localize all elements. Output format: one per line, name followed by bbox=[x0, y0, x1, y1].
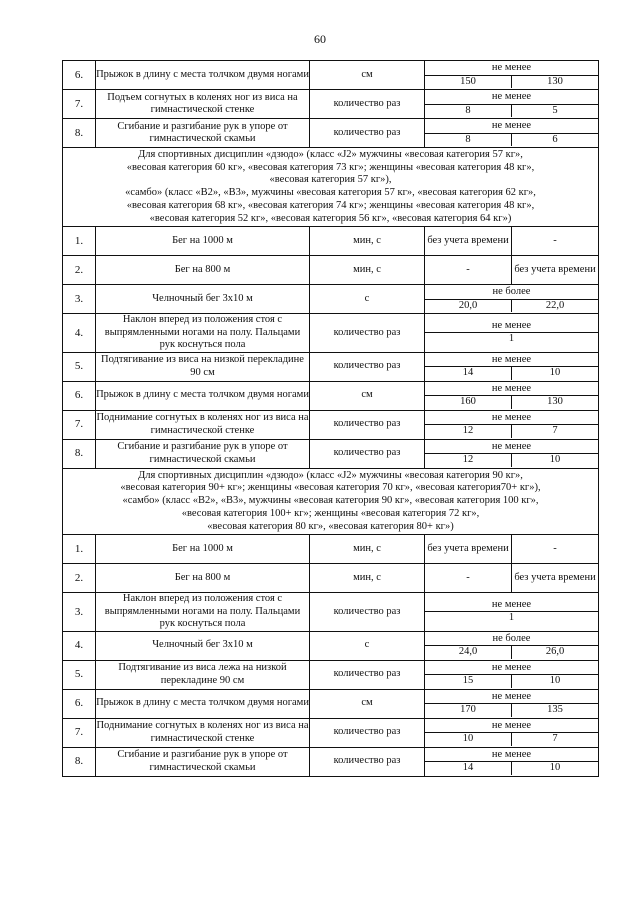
row-number: 8. bbox=[63, 119, 96, 148]
section-row bbox=[63, 148, 599, 227]
norm-values bbox=[425, 76, 598, 89]
row-number: 5. bbox=[63, 660, 96, 689]
table-row bbox=[63, 718, 599, 747]
unit: с bbox=[310, 631, 425, 660]
norm-cell bbox=[425, 352, 599, 381]
norm-value-1: 170 bbox=[425, 704, 512, 717]
unit: с bbox=[310, 285, 425, 314]
unit: см bbox=[310, 61, 425, 90]
norm-value-2: - bbox=[512, 227, 599, 256]
section-line: «весовая категория 60 кг», «весовая категория 73 кг»; женщины «весовая категория 48 кг», bbox=[126, 161, 535, 173]
exercise-name: Наклон вперед из положения стоя с выпрямленными ногами на полу. Пальцами рук коснуться пола bbox=[96, 314, 310, 353]
norm-value-1: 10 bbox=[425, 733, 512, 746]
unit: мин, с bbox=[310, 227, 425, 256]
threshold-label: не менее bbox=[425, 62, 598, 76]
section-line: Для спортивных дисциплин «дзюдо» (класс «J2» мужчины «весовая категория 57 кг», bbox=[138, 149, 523, 160]
threshold-label: не менее bbox=[425, 354, 598, 368]
norm-values bbox=[425, 425, 598, 438]
norm-value-2: 10 bbox=[549, 454, 561, 466]
norm-value-2: 5 bbox=[552, 104, 558, 116]
table-row bbox=[63, 593, 599, 632]
norm-value-2: 10 bbox=[549, 675, 561, 687]
page-number: 60 bbox=[314, 32, 326, 46]
section-line: «весовая категория 100+ кг»; женщины «весовая категория 72 кг», bbox=[181, 507, 480, 519]
section-header bbox=[63, 468, 599, 535]
row-number: 6. bbox=[63, 381, 96, 410]
norm-cell bbox=[425, 718, 599, 747]
norm-cell bbox=[425, 90, 599, 119]
threshold-label: не менее bbox=[425, 412, 598, 426]
norm-value-2: без учета времени bbox=[512, 256, 599, 285]
norm-values bbox=[425, 646, 598, 659]
norm-values bbox=[425, 762, 598, 775]
exercise-name: Бег на 1000 м bbox=[96, 227, 310, 256]
norm-value-2: 7 bbox=[552, 733, 558, 745]
table-row bbox=[63, 564, 599, 593]
norm-value-1: 14 bbox=[425, 762, 512, 775]
norm-values bbox=[425, 300, 598, 313]
norm-value-1: 8 bbox=[425, 105, 512, 118]
norm-value-2: 130 bbox=[547, 396, 563, 408]
table-row bbox=[63, 352, 599, 381]
table-row bbox=[63, 439, 599, 468]
row-number: 7. bbox=[63, 90, 96, 119]
row-number: 7. bbox=[63, 718, 96, 747]
table-row bbox=[63, 119, 599, 148]
threshold-label: не менее bbox=[425, 662, 598, 676]
table-row bbox=[63, 256, 599, 285]
norm-value-1: - bbox=[425, 256, 512, 285]
norm-cell bbox=[425, 631, 599, 660]
threshold-label: не менее bbox=[425, 599, 598, 613]
row-number: 3. bbox=[63, 593, 96, 632]
row-number: 5. bbox=[63, 352, 96, 381]
norm-cell bbox=[425, 285, 599, 314]
table-row bbox=[63, 227, 599, 256]
exercise-name: Прыжок в длину с места толчком двумя ногами bbox=[96, 381, 310, 410]
exercise-name: Бег на 800 м bbox=[96, 256, 310, 285]
unit: мин, с bbox=[310, 535, 425, 564]
norm-value-2: без учета времени bbox=[512, 564, 599, 593]
unit: количество раз bbox=[310, 352, 425, 381]
section-line: «весовая категория 68 кг», «весовая категория 74 кг»; женщины «весовая категория 48 кг», bbox=[126, 199, 535, 211]
norm-values bbox=[425, 733, 598, 746]
table-row bbox=[63, 660, 599, 689]
row-number: 6. bbox=[63, 689, 96, 718]
section-line: «весовая категория 52 кг», «весовая категория 56 кг», «весовая категория 64 кг») bbox=[149, 212, 512, 224]
threshold-label: не менее bbox=[425, 91, 598, 105]
row-number: 1. bbox=[63, 535, 96, 564]
row-number: 1. bbox=[63, 227, 96, 256]
section-line: «весовая категория 57 кг»), bbox=[269, 174, 392, 186]
threshold-label: не менее bbox=[425, 720, 598, 734]
exercise-name: Подъем согнутых в коленях ног из виса на гимнастической стенке bbox=[96, 90, 310, 119]
exercise-name: Бег на 1000 м bbox=[96, 535, 310, 564]
norm-value-1: 12 bbox=[425, 454, 512, 467]
row-number: 4. bbox=[63, 631, 96, 660]
row-number: 2. bbox=[63, 564, 96, 593]
unit: количество раз bbox=[310, 660, 425, 689]
unit: количество раз bbox=[310, 747, 425, 776]
exercise-name: Подтягивание из виса лежа на низкой перекладине 90 см bbox=[96, 660, 310, 689]
row-number: 7. bbox=[63, 410, 96, 439]
threshold-label: не менее bbox=[425, 691, 598, 705]
row-number: 8. bbox=[63, 439, 96, 468]
exercise-name: Челночный бег 3х10 м bbox=[96, 631, 310, 660]
unit: количество раз bbox=[310, 439, 425, 468]
section-row bbox=[63, 468, 599, 535]
table-row bbox=[63, 410, 599, 439]
table-row bbox=[63, 747, 599, 776]
exercise-name: Наклон вперед из положения стоя с выпрямленными ногами на полу. Пальцами рук коснуться пола bbox=[96, 593, 310, 632]
norm-value: 1 bbox=[508, 612, 515, 624]
norm-cell bbox=[425, 61, 599, 90]
norm-value-2: 135 bbox=[547, 704, 563, 716]
row-number: 8. bbox=[63, 747, 96, 776]
norm-values bbox=[425, 134, 598, 147]
norm-value-2: 22,0 bbox=[545, 299, 565, 311]
row-number: 2. bbox=[63, 256, 96, 285]
norm-values bbox=[425, 704, 598, 717]
threshold-label: не более bbox=[425, 633, 598, 647]
norm-values bbox=[425, 105, 598, 118]
section-line: «весовая категория 80 кг», «весовая категория 80+ кг») bbox=[207, 520, 454, 532]
norm-cell bbox=[425, 593, 599, 632]
table-row bbox=[63, 535, 599, 564]
norm-cell bbox=[425, 660, 599, 689]
unit: мин, с bbox=[310, 256, 425, 285]
unit: количество раз bbox=[310, 410, 425, 439]
norm-cell bbox=[425, 439, 599, 468]
section-line: Для спортивных дисциплин «дзюдо» (класс «J2» мужчины «весовая категория 90 кг», bbox=[138, 469, 523, 481]
table-row bbox=[63, 285, 599, 314]
norm-values bbox=[425, 367, 598, 380]
norm-value-2: 130 bbox=[547, 75, 563, 87]
exercise-name: Бег на 800 м bbox=[96, 564, 310, 593]
section-header bbox=[63, 148, 599, 227]
threshold-label: не менее bbox=[425, 749, 598, 763]
unit: количество раз bbox=[310, 718, 425, 747]
threshold-label: не более bbox=[425, 286, 598, 300]
norm-value-2: 10 bbox=[549, 367, 561, 379]
unit: количество раз bbox=[310, 119, 425, 148]
norm-value-1: 8 bbox=[425, 134, 512, 147]
threshold-label: не менее bbox=[425, 441, 598, 455]
norm-value-1: 24,0 bbox=[425, 646, 512, 659]
exercise-name: Сгибание и разгибание рук в упоре от гимнастической скамьи bbox=[96, 439, 310, 468]
norm-value-2: 10 bbox=[549, 762, 561, 774]
norm-value-1: 150 bbox=[425, 76, 512, 89]
row-number: 4. bbox=[63, 314, 96, 353]
threshold-label: не менее bbox=[425, 383, 598, 397]
unit: см bbox=[310, 381, 425, 410]
norm-values bbox=[425, 396, 598, 409]
table-row bbox=[63, 381, 599, 410]
exercise-name: Челночный бег 3х10 м bbox=[96, 285, 310, 314]
unit: мин, с bbox=[310, 564, 425, 593]
exercise-name: Подтягивание из виса на низкой перекладине 90 см bbox=[96, 352, 310, 381]
exercise-name: Поднимание согнутых в коленях ног из виса на гимнастической стенке bbox=[96, 410, 310, 439]
norm-values bbox=[425, 454, 598, 467]
table-row bbox=[63, 61, 599, 90]
norm-value: 1 bbox=[508, 333, 515, 345]
norm-value-2: 7 bbox=[552, 425, 558, 437]
norm-value-1: 15 bbox=[425, 675, 512, 688]
exercise-name: Поднимание согнутых в коленях ног из виса на гимнастической стенке bbox=[96, 718, 310, 747]
norm-cell bbox=[425, 314, 599, 353]
unit: см bbox=[310, 689, 425, 718]
norm-value-1: 14 bbox=[425, 367, 512, 380]
section-line: «весовая категория 90+ кг»; женщины «весовая категория 70 кг», «весовая категория70+ кг»), bbox=[120, 482, 541, 494]
norm-value-2: - bbox=[512, 535, 599, 564]
norm-value-2: 6 bbox=[552, 133, 558, 145]
norm-cell bbox=[425, 689, 599, 718]
norm-cell bbox=[425, 410, 599, 439]
table-row bbox=[63, 631, 599, 660]
row-number: 6. bbox=[63, 61, 96, 90]
norm-cell bbox=[425, 381, 599, 410]
unit: количество раз bbox=[310, 314, 425, 353]
exercise-name: Прыжок в длину с места толчком двумя ногами bbox=[96, 689, 310, 718]
table-row bbox=[63, 314, 599, 353]
unit: количество раз bbox=[310, 593, 425, 632]
section-line: «самбо» (класс «В2», «В3», мужчины «весовая категория 57 кг», «весовая категория 62 кг», bbox=[125, 187, 536, 199]
threshold-label: не менее bbox=[425, 120, 598, 134]
exercise-name: Сгибание и разгибание рук в упоре от гимнастической скамьи bbox=[96, 119, 310, 148]
row-number: 3. bbox=[63, 285, 96, 314]
norm-cell bbox=[425, 119, 599, 148]
norm-value-1: 20,0 bbox=[425, 300, 512, 313]
norm-value-1: без учета времени bbox=[425, 227, 512, 256]
unit: количество раз bbox=[310, 90, 425, 119]
norm-value-1: - bbox=[425, 564, 512, 593]
section-line: «самбо» (класс «В2», «В3», мужчины «весовая категория 90 кг», «весовая категория 100 кг», bbox=[122, 495, 539, 507]
norm-value-1: 160 bbox=[425, 396, 512, 409]
norm-value-1: без учета времени bbox=[425, 535, 512, 564]
exercise-name: Сгибание и разгибание рук в упоре от гимнастической скамьи bbox=[96, 747, 310, 776]
norm-cell bbox=[425, 747, 599, 776]
table-row bbox=[63, 90, 599, 119]
standards-table bbox=[62, 60, 599, 777]
threshold-label: не менее bbox=[425, 320, 598, 334]
norm-values bbox=[425, 675, 598, 688]
norm-value-2: 26,0 bbox=[545, 646, 565, 658]
table-row bbox=[63, 689, 599, 718]
exercise-name: Прыжок в длину с места толчком двумя ногами bbox=[96, 61, 310, 90]
norm-value-1: 12 bbox=[425, 425, 512, 438]
